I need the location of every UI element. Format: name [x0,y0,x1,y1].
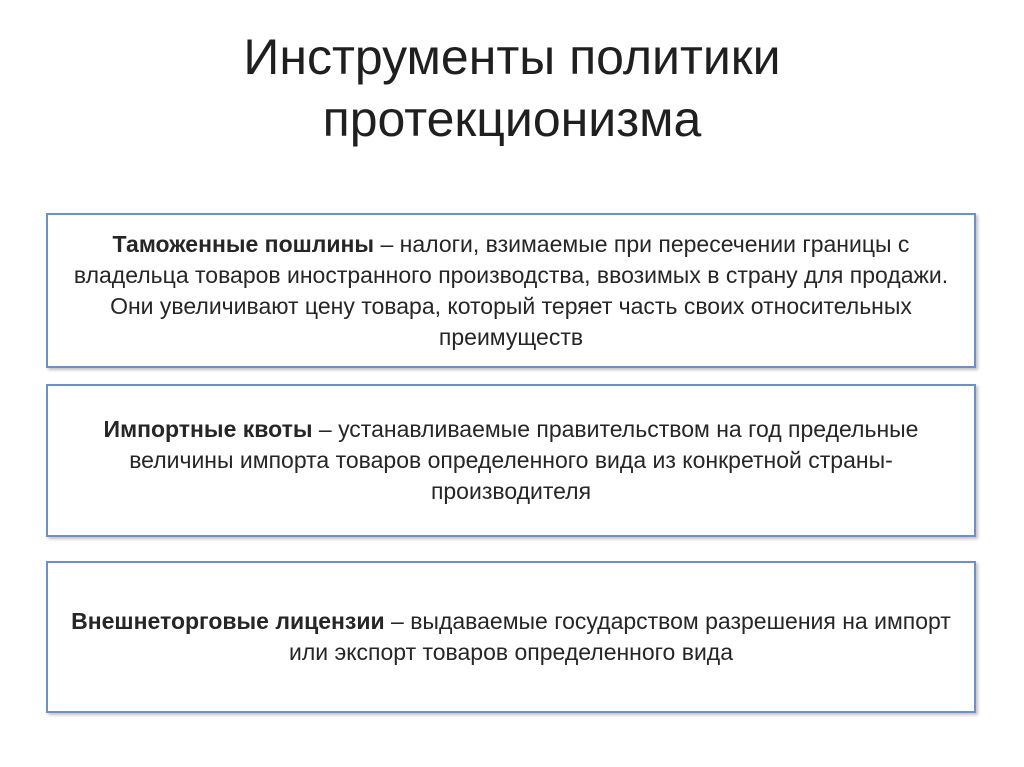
definition-separator: – [384,608,411,634]
definition-description: выдаваемые государством разрешения на импорт или экспорт товаров определенного вида [288,608,951,665]
definition-box-import-quotas [46,384,976,537]
definition-separator: – [312,416,339,442]
definition-term: Таможенные пошлины [112,230,375,257]
slide-title-line-2: протекционизма [322,91,702,147]
definition-description: устанавливаемые правительством на год предельные величины импорта товаров определенного вида из конкретной страны-производителя [129,416,919,504]
definition-text [66,229,956,353]
definition-text [66,606,956,668]
definition-box-trade-licenses [46,561,976,713]
definition-description: налоги, взимаемые при пересечении границы с владельца товаров иностранного производства, ввозимых в страну для продажи. Они увеличивают цену товара, который теряет часть своих относительных преимуществ [73,230,949,350]
definition-separator: – [374,230,400,257]
slide-title [0,26,1024,150]
definition-text [66,414,956,507]
slide-title-line-1: Инструменты политики [243,29,781,85]
definition-term: Внешнеторговые лицензии [71,608,385,634]
definition-term: Импортные квоты [103,416,313,442]
definition-box-customs-duties [46,213,976,368]
